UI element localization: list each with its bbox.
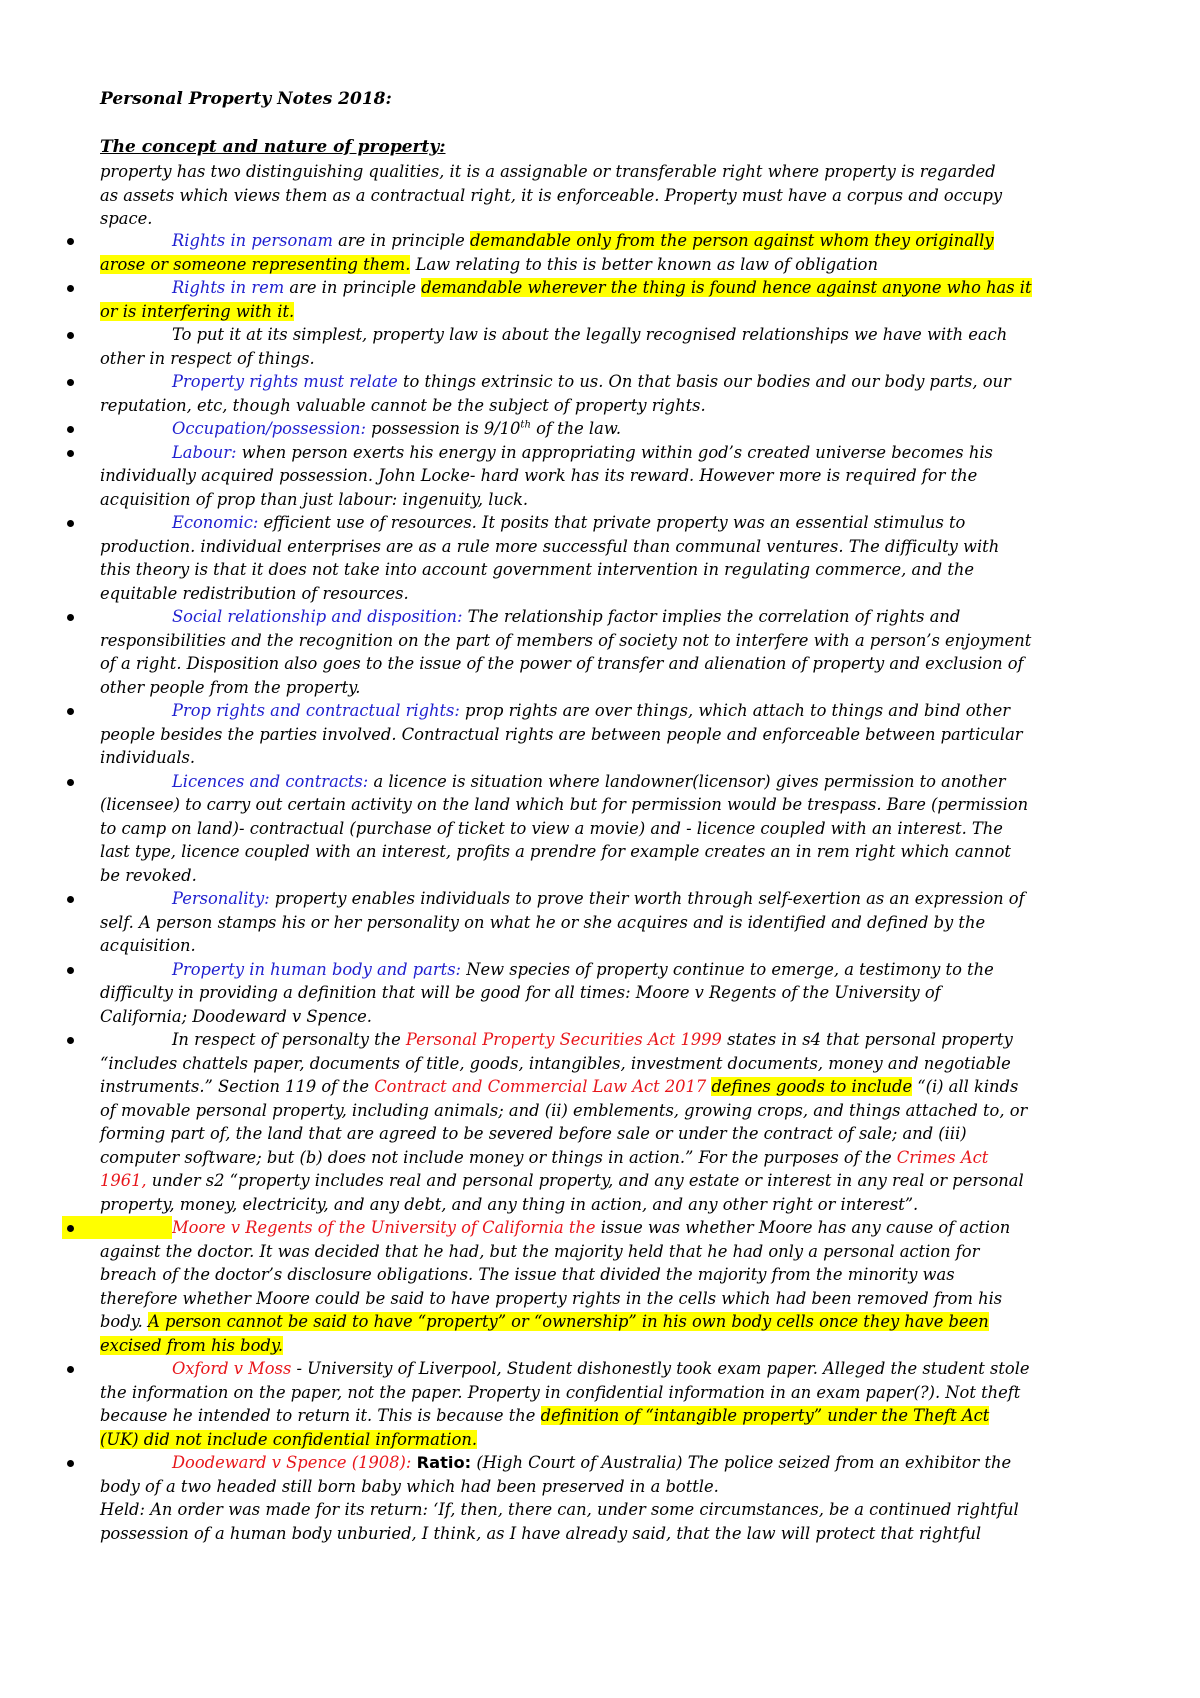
item-text bbox=[100, 1028, 1032, 1216]
bullet-icon bbox=[67, 614, 74, 621]
item-text-part: are in principle bbox=[332, 231, 470, 250]
item-text-part: to things extrinsic to us. On that basis our bodies and our body parts, our reputation, etc, though valuable cannot be the subject of property rights. bbox=[100, 372, 1011, 415]
intro-paragraph: property has two distinguishing qualities, it is a assignable or transferable right where property is regarded as assets which views them as a contractual right, it is enforceable. Property must have a corpus and occupy space. bbox=[100, 162, 1003, 228]
item-text-part: - University of Liverpool, Student dishonestly took exam paper. Alleged the student stole the information on the paper, not the paper. Property in confidential information in an exam paper(?). Not theft because he intended to return it. This is because the bbox=[100, 1359, 1030, 1425]
document-title: Personal Property Notes 2018: bbox=[100, 89, 392, 109]
item-text-part: property enables individuals to prove their worth through self-exertion as an expression of self. A person stamps his or her personality on what he or she acquires and is identified and defined by the acquisition. bbox=[100, 889, 1025, 955]
highlighted-text: demandable wherever the thing is found hence against anyone who has it or is interfering with it. bbox=[100, 278, 1032, 321]
list-item bbox=[62, 1216, 1032, 1357]
statute-reference: Contract and Commercial Law Act 2017 bbox=[374, 1077, 707, 1096]
item-text bbox=[100, 511, 1032, 605]
bullet-icon bbox=[67, 967, 74, 974]
list-item bbox=[62, 511, 1032, 605]
item-lead: Labour: bbox=[172, 442, 237, 462]
list-item bbox=[62, 417, 1032, 441]
list-item bbox=[62, 1451, 1032, 1545]
list-item bbox=[62, 770, 1032, 888]
bullet-icon bbox=[67, 332, 74, 339]
list-item bbox=[62, 370, 1032, 417]
list-item bbox=[62, 1357, 1032, 1451]
item-lead: Rights in rem bbox=[172, 278, 285, 297]
bullet-icon bbox=[67, 1037, 74, 1044]
bullet-icon bbox=[67, 1366, 74, 1373]
item-text-part: under s2 “property includes real and personal property, and any estate or interest in any real or personal property, money, electricity, and any debt, and any thing in action, and any other right or interest”. bbox=[100, 1171, 1024, 1214]
item-text-part: states in s4 that personal property “includes chattels paper, documents of title, goods, intangibles, investment documents, money and negotiable instruments.” Section 119 of the bbox=[100, 1030, 1013, 1096]
item-text bbox=[100, 276, 1032, 323]
item-lead: Rights in personam bbox=[172, 231, 333, 250]
item-text bbox=[100, 770, 1032, 888]
item-lead: Prop rights and contractual rights: bbox=[172, 701, 460, 720]
item-text bbox=[100, 1451, 1032, 1498]
list-item bbox=[62, 323, 1032, 370]
list-item bbox=[62, 1028, 1032, 1216]
superscript: th bbox=[520, 419, 531, 431]
item-text-part: In respect of personalty the bbox=[172, 1030, 406, 1049]
item-text-part: Law relating to this is better known as law of obligation bbox=[410, 254, 878, 274]
item-text-part: (High Court of Australia) The police seized from an exhibitor the body of a two headed still born baby which had been preserved in a bottle. bbox=[100, 1453, 1012, 1496]
item-text-part: prop rights are over things, which attach to things and bind other people besides the parties involved. Contractual rights are between people and enforceable between particular individuals. bbox=[100, 701, 1023, 767]
item-lead: Economic: bbox=[172, 513, 259, 532]
item-text bbox=[100, 699, 1032, 770]
bullet-icon bbox=[67, 708, 74, 715]
bullet-icon bbox=[67, 1460, 74, 1467]
bullet-icon bbox=[67, 520, 74, 527]
list-item bbox=[62, 887, 1032, 958]
list-item bbox=[62, 276, 1032, 323]
bullet-icon bbox=[67, 426, 74, 433]
highlighted-text: A person cannot be said to have “property” or “ownership” in his own body cells once they have been excised from his body. bbox=[100, 1312, 989, 1355]
bullet-icon bbox=[67, 1225, 74, 1232]
item-lead: Property rights must relate bbox=[172, 372, 398, 391]
bullet-icon bbox=[67, 450, 74, 457]
list-item bbox=[62, 958, 1032, 1029]
item-text-part: New species of property continue to emerge, a testimony to the difficulty in providing a definition that will be good for all times: Moore v Regents of the University of California; Doodeward v Spence. bbox=[100, 959, 994, 1026]
case-reference: Oxford v Moss bbox=[172, 1359, 292, 1378]
case-reference: Moore v Regents of the University of California the bbox=[172, 1218, 596, 1237]
item-text-part: The relationship factor implies the correlation of rights and responsibilities and the recognition on the part of members of society not to interfere with a person’s enjoyment of a right. Disposition also goes to the issue of the power of transfer and alienation of property and exclusion of other people from the property. bbox=[100, 607, 1032, 697]
item-text bbox=[100, 887, 1032, 958]
held-paragraph: Held: An order was made for its return: ‘If, then, there can, under some circumstances, be a continued rightful possession of a human body unburied, I think, as I have already said, that the law will protect that rightful bbox=[100, 1500, 1019, 1543]
item-lead: Personality: bbox=[172, 889, 270, 908]
highlighted-text: defines goods to include bbox=[711, 1077, 913, 1096]
item-text bbox=[100, 441, 1032, 512]
statute-reference: Crimes Act 1961, bbox=[100, 1147, 989, 1190]
item-lead: Occupation/possession: bbox=[172, 419, 366, 438]
item-lead: Licences and contracts: bbox=[172, 771, 369, 791]
item-lead: Property in human body and parts: bbox=[172, 959, 462, 979]
item-text bbox=[100, 229, 1032, 276]
highlighted-text: definition of “intangible property” under the Theft Act (UK) did not include confidential information. bbox=[100, 1406, 990, 1449]
item-text-part: “(i) all kinds of movable personal property, including animals; and (ii) emblements, growing crops, and things attached to, or forming part of, the land that are agreed to be severed before sale or under the contract of sale; and (iii) computer software; but (b) does not include money or things in action.” For the purposes of the bbox=[100, 1077, 1028, 1167]
item-text bbox=[100, 1216, 1032, 1357]
bullet-icon bbox=[67, 238, 74, 245]
bullet-icon bbox=[67, 379, 74, 386]
item-text-part: are in principle bbox=[284, 278, 422, 297]
item-text-part: when person exerts his energy in appropriating within god’s created universe becomes his individually acquired possession. John Locke- hard work has its reward. However more is required for the acquisition of prop than just labour: ingenuity, luck. bbox=[100, 442, 993, 509]
list-item bbox=[62, 699, 1032, 770]
item-text bbox=[100, 605, 1032, 699]
item-text-part: a licence is situation where landowner(licensor) gives permission to another (licensee) to carry out certain activity on the land which but for permission would be trespass. Bare (permission to camp on land)- contractual (purchase of ticket to view a movie) and - licence coupled with an interest. The last type, licence coupled with an interest, profits a prendre for example creates an in rem right which cannot be revoked. bbox=[100, 771, 1029, 885]
item-text-part: issue was whether Moore has any cause of action against the doctor. It was decided that he had, but the majority held that he had only a personal action for breach of the doctor’s disclosure obligations. The issue that divided the majority from the minority was therefore whether Moore could be said to have property rights in the cells which had been removed from his body. bbox=[100, 1218, 1011, 1331]
statute-reference: Personal Property Securities Act 1999 bbox=[405, 1030, 722, 1049]
bullet-icon bbox=[67, 285, 74, 292]
item-text: To put it at its simplest, property law is about the legally recognised relationships we have with each other in respect of things. bbox=[100, 325, 1008, 368]
ratio-label: Ratio: bbox=[416, 1453, 472, 1472]
item-text bbox=[100, 370, 1032, 417]
item-text-part: of the law. bbox=[530, 419, 622, 438]
bullet-icon bbox=[67, 896, 74, 903]
item-text bbox=[100, 1357, 1032, 1451]
item-text-part: possession is 9/10 bbox=[365, 419, 521, 438]
list-item bbox=[62, 605, 1032, 699]
item-text bbox=[100, 958, 1032, 1029]
highlighted-text: demandable only from the person against whom they originally arose or someone representing them. bbox=[100, 231, 994, 274]
section-heading: The concept and nature of property: bbox=[100, 137, 446, 157]
case-reference: Doodeward v Spence (1908): bbox=[172, 1453, 412, 1472]
list-item bbox=[62, 441, 1032, 512]
bullet-icon bbox=[67, 779, 74, 786]
bullet-highlight bbox=[62, 1216, 172, 1239]
item-text bbox=[100, 417, 1032, 441]
item-lead: Social relationship and disposition: bbox=[172, 607, 463, 626]
notes-list bbox=[62, 229, 1032, 1545]
list-item bbox=[62, 229, 1032, 276]
item-text-part: efficient use of resources. It posits that private property was an essential stimulus to production. individual enterprises are as a rule more successful than communal ventures. The difficulty with this theory is that it does not take into account government intervention in regulating commerce, and the equitable redistribution of resources. bbox=[100, 513, 1000, 603]
